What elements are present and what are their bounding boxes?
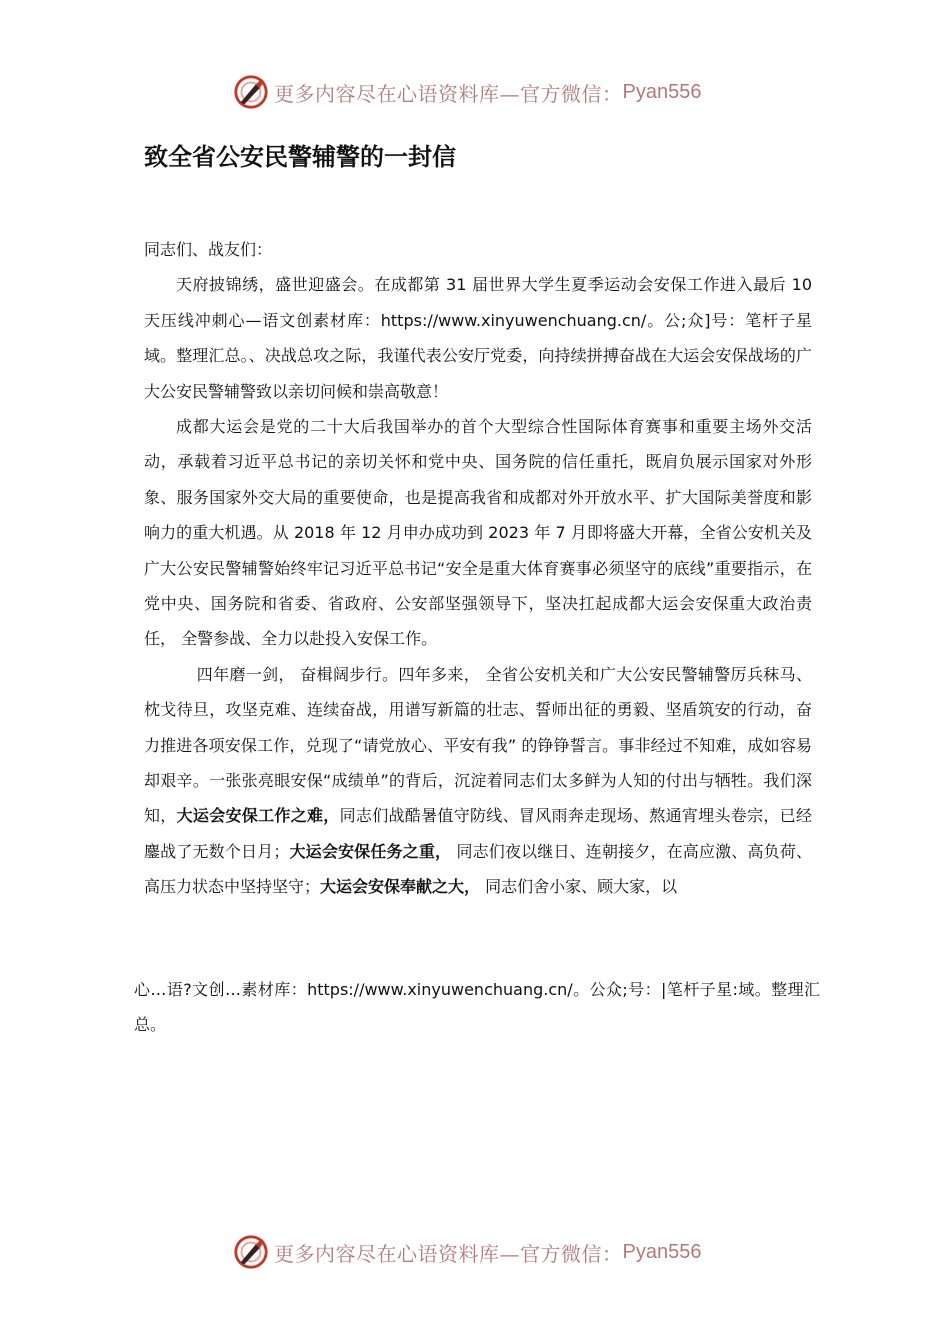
paragraph-3-text-a: 四年磨一剑， 奋楫阔步行。四年多来， 全省公安机关和广大公安民警辅警厉兵秣马、枕戈待旦，攻坚克难、连续奋战，用谱写新篇的壮志、誓师出征的勇毅、坚盾筑安的行动，奋力推进各项安保工作，兑现了“请党放心、平安有我” 的铮铮誓言。事非经过不知难，成如容易却艰辛。一张张亮眼安保“成绩单”的背后，沉淀着同志们太多鲜为人知的付出与牺牲。我们深知， — [144, 664, 812, 826]
footer-promo-text: 心…语?文创…素材库：https://www.xinyuwenchuang.cn/。公众;号：|笔杆子星:域。整理汇总。 — [134, 980, 820, 1035]
banner-text: 更多内容尽在心语资料库—官方微信： — [274, 81, 623, 106]
banner-wechat-id: Pyan556 — [622, 1240, 702, 1263]
greeting: 同志们、战友们： — [144, 240, 273, 259]
paragraph-3-text-d: 同志们夜以继日、连朝接夕，在高应激、高负荷、高压力状态中坚持坚守； — [144, 841, 812, 897]
paragraph-3-text-e: 同志们舍小家、顾大家，以 — [480, 877, 678, 897]
paragraph-3-bold-2: 大运会安保任务之重， — [289, 841, 452, 861]
footer-banner — [232, 1232, 701, 1272]
paragraph-3-text-c: 同志们战酷暑值守防线、冒风雨奔走现场、熬通宵埋头卷宗，已经鏖战了无数个日月； — [144, 806, 812, 861]
paragraph-3-bold-1: 大运会安保工作之难， — [176, 806, 340, 826]
banner-wechat-id: Pyan556 — [622, 80, 702, 103]
header-banner — [232, 72, 701, 112]
paragraph-1: 天府披锦绣，盛世迎盛会。在成都第 31 届世界大学生夏季运动会安保工作进入最后 10 天压线冲刺心—语文创素材库：https://www.xinyuwenchuang.cn/。公;众]号：笔杆子星域。整理汇总。、决战总攻之际，我谨代表公安厅党委，向持续拼搏奋战在大运会安保战场的广大公安民警辅警致以亲切问候和崇高敬意！ — [144, 275, 812, 401]
document-body — [144, 232, 812, 905]
pen-nib-logo-icon — [232, 73, 270, 111]
document-title: 致全省公安民警辅警的一封信 — [144, 143, 456, 171]
paragraph-2: 成都大运会是党的二十大后我国举办的首个大型综合性国际体育赛事和重要主场外交活动，承载着习近平总书记的亲切关怀和党中央、国务院的信任重托，既肩负展示国家对外形象、服务国家外交大局的重要使命，也是提高我省和成都对外开放水平、扩大国际美誉度和影响力的重大机遇。从 2018 年 12 月申办成功到 2023 年 7 月即将盛大开幕，全省公安机关及广大公安民警辅警始终牢记习近平总书记“安全是重大体育赛事必须坚守的底线”重要指示，在党中央、国务院和省委、省政府、公安部坚强领导下，坚决扛起成都大运会安保重大政治责任， 全警参战、全力以赴投入安保工作。 — [144, 417, 812, 649]
paragraph-3-bold-3: 大运会安保奉献之大， — [320, 877, 481, 897]
banner-text: 更多内容尽在心语资料库—官方微信： — [274, 1241, 623, 1266]
paragraph-3 — [144, 657, 812, 905]
pen-nib-logo-icon — [232, 1233, 270, 1271]
